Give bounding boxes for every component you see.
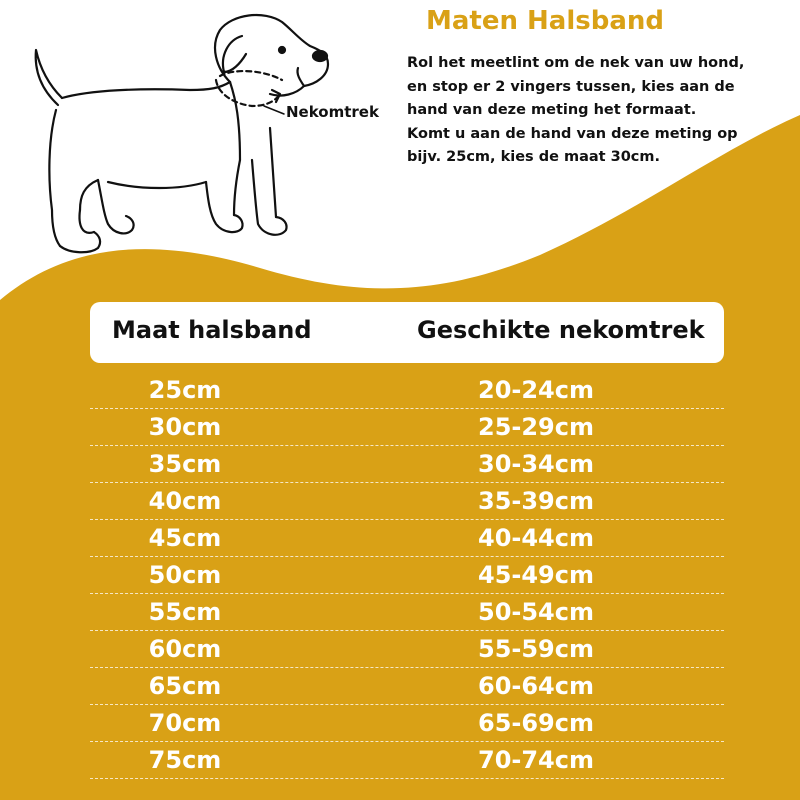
neck-range-cell: 40-44cm bbox=[478, 524, 594, 552]
table-row bbox=[90, 667, 724, 705]
table-row bbox=[90, 482, 724, 520]
table-header bbox=[90, 302, 724, 363]
table-row bbox=[90, 445, 724, 483]
collar-size-cell: 45cm bbox=[148, 524, 222, 552]
table-row bbox=[90, 556, 724, 594]
table-row bbox=[90, 371, 724, 409]
table-row bbox=[90, 630, 724, 668]
neck-range-cell: 45-49cm bbox=[478, 561, 594, 589]
neck-range-cell: 20-24cm bbox=[478, 376, 594, 404]
instructions-line: hand van deze meting het formaat. bbox=[407, 102, 697, 118]
instructions-line: bijv. 25cm, kies de maat 30cm. bbox=[407, 149, 661, 165]
collar-size-cell: 70cm bbox=[148, 709, 222, 737]
collar-size-cell: 40cm bbox=[148, 487, 222, 515]
collar-size-cell: 55cm bbox=[148, 598, 222, 626]
neck-range-cell: 65-69cm bbox=[478, 709, 594, 737]
instructions-line: Rol het meetlint om de nek van uw hond, bbox=[407, 55, 745, 71]
dog-illustration bbox=[20, 10, 400, 270]
collar-size-cell: 75cm bbox=[148, 746, 222, 774]
neck-range-cell: 35-39cm bbox=[478, 487, 594, 515]
neck-range-cell: 60-64cm bbox=[478, 672, 594, 700]
collar-size-cell: 25cm bbox=[148, 376, 222, 404]
collar-size-cell: 60cm bbox=[148, 635, 222, 663]
instructions-text bbox=[407, 52, 792, 170]
neck-range-cell: 30-34cm bbox=[478, 450, 594, 478]
column-header-collar-size: Maat halsband bbox=[112, 316, 312, 344]
collar-size-cell: 50cm bbox=[148, 561, 222, 589]
neck-range-cell: 50-54cm bbox=[478, 598, 594, 626]
table-row bbox=[90, 593, 724, 631]
table-row bbox=[90, 741, 724, 779]
neck-range-cell: 55-59cm bbox=[478, 635, 594, 663]
table-row bbox=[90, 408, 724, 446]
collar-size-cell: 30cm bbox=[148, 413, 222, 441]
instructions-line: Komt u aan de hand van deze meting op bbox=[407, 125, 738, 142]
collar-size-cell: 35cm bbox=[148, 450, 222, 478]
table-row bbox=[90, 519, 724, 557]
neck-range-cell: 70-74cm bbox=[478, 746, 594, 774]
table-row bbox=[90, 704, 724, 742]
neck-range-cell: 25-29cm bbox=[478, 413, 594, 441]
neck-circumference-label: Nekomtrek bbox=[286, 103, 379, 121]
column-header-neck-circumference: Geschikte nekomtrek bbox=[417, 316, 705, 344]
page-title: Maten Halsband bbox=[425, 6, 664, 36]
instructions-line: en stop er 2 vingers tussen, kies aan de bbox=[407, 78, 735, 95]
collar-size-cell: 65cm bbox=[148, 672, 222, 700]
